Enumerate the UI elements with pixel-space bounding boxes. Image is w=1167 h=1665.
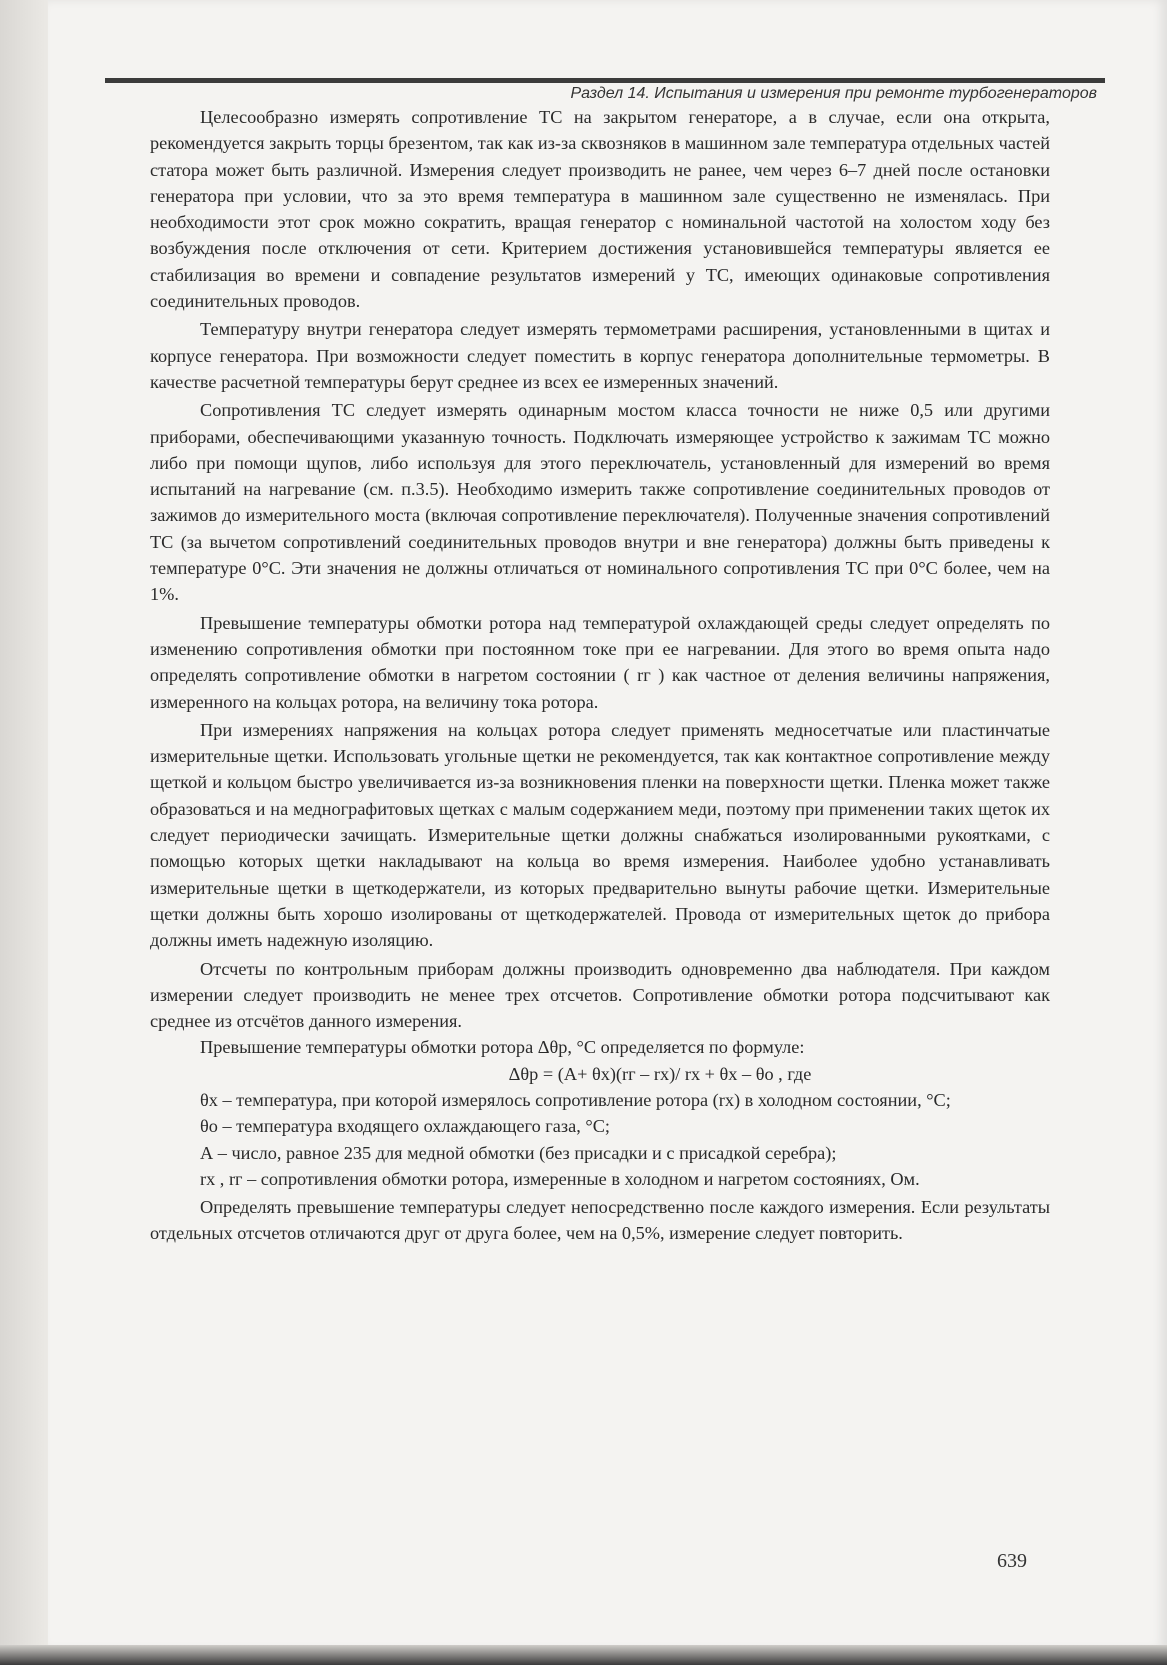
paragraph: Превышение температуры обмотки ротора Δθр, °С определяется по формуле:: [200, 1037, 805, 1058]
paragraph: Превышение температуры обмотки ротора над температурой охлаждающей среды следует определять по изменению сопротивления обмотки при постоянном токе при ее нагревании. Для этого во время опыта надо определять сопротивление обмотки в нагретом состоянии ( rг ) как частное от деления величины напряжения, измеренного на кольцах ротора, на величину тока ротора.: [150, 612, 1050, 712]
scan-bottom-edge: [0, 1645, 1167, 1665]
definition: А – число, равное 235 для медной обмотки (без присадки и с присадкой серебра);: [200, 1142, 837, 1163]
paragraph: Определять превышение температуры следует непосредственно после каждого измерения. Если результаты отдельных отсчетов отличаются друг от друга более, чем на 0,5%, измерение следует повторить.: [150, 1197, 1050, 1244]
paragraph: Отсчеты по контрольным приборам должны производить одновременно два наблюдателя. При каждом измерении следует производить не менее трех отсчетов. Сопротивление обмотки ротора подсчитывают как среднее из отсчётов данного измерения.: [150, 958, 1050, 1032]
definition: rх , rг – сопротивления обмотки ротора, измеренные в холодном и нагретом состояниях, Ом.: [200, 1168, 920, 1189]
paragraph: При измерениях напряжения на кольцах ротора следует применять медносетчатые или пластинчатые измерительные щетки. Использовать угольные щетки не рекомендуется, так как контактное сопротивление между щеткой и кольцом быстро увеличивается из-за возникновения пленки на поверхности щетки. Пленка может также образоваться и на меднографитовых щетках с малым содержанием меди, поэтому при применении таких щеток их следует периодически зачищать. Измерительные щетки должны снабжаться изолированными рукоятками, с помощью которых щетки накладывают на кольца во время измерения. Наиболее удобно устанавливать измерительные щетки в щеткодержатели, из которых предварительно вынуты рабочие щетки. Измерительные щетки должны быть хорошо изолированы от щеткодержателей. Провода от измерительных щеток до прибора должны иметь надежную изоляцию.: [150, 719, 1050, 951]
page-number: 639: [997, 1550, 1027, 1572]
scan-margin: [0, 0, 48, 1665]
paragraph: Температуру внутри генератора следует измерять термометрами расширения, установленными в щитах и корпусе генератора. При возможности следует поместить в корпус генератора дополнительные термометры. В качестве расчетной температуры берут среднее из всех ее измеренных значений.: [150, 319, 1050, 392]
running-title: Раздел 14. Испытания и измерения при ремонте турбогенераторов: [570, 85, 1097, 102]
body-text: [150, 104, 1050, 1247]
header-rule: [105, 78, 1105, 83]
paragraph: Целесообразно измерять сопротивление ТС на закрытом генераторе, а в случае, если она открыта, рекомендуется закрыть торцы брезентом, так как из-за сквозняков в машинном зале температура отдельных частей статора может быть различной. Измерения следует производить не ранее, чем через 6–7 дней после остановки генератора при условии, что за это время температура в машинном зале существенно не изменялась. При необходимости этот срок можно сократить, вращая генератор с номинальной частотой на холостом ходу без возбуждения после отключения от сети. Критерием достижения установившейся температуры является ее стабилизация во времени и совпадение результатов измерений у ТС, имеющих одинаковые сопротивления соединительных проводов.: [150, 107, 1050, 312]
definition: θо – температура входящего охлаждающего газа, °С;: [200, 1116, 610, 1137]
definition: θх – температура, при которой измерялось сопротивление ротора (rх) в холодном состоянии, °С;: [200, 1089, 951, 1110]
formula: Δθр = (A+ θх)(rг – rх)/ rх + θх – θо , где: [508, 1063, 812, 1084]
paragraph: Сопротивления ТС следует измерять одинарным мостом класса точности не ниже 0,5 или другими приборами, обеспечивающими указанную точность. Подключать измеряющее устройство к зажимам ТС можно либо при помощи щупов, либо используя для этого переключатель, установленный для измерений во время испытаний на нагревание (см. п.3.5). Необходимо измерить также сопротивление соединительных проводов от зажимов до измерительного моста (включая сопротивление переключателя). Полученные значения сопротивлений ТС (за вычетом сопротивлений соединительных проводов внутри и вне генератора) должны быть приведены к температуре 0°С. Эти значения не должны отличаться от номинального сопротивления ТС при 0°С более, чем на 1%.: [150, 400, 1050, 605]
